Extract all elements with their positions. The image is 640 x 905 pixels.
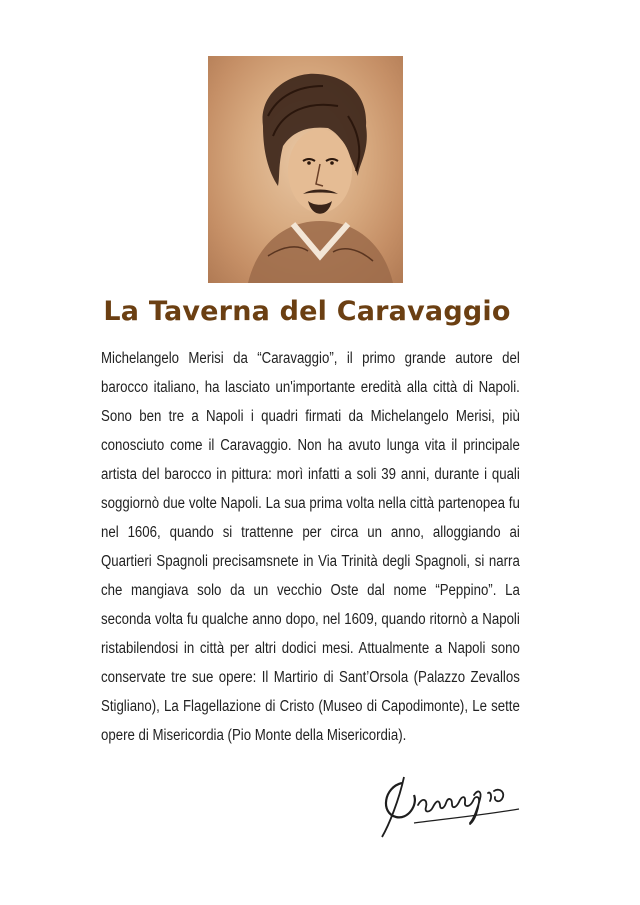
portrait-image — [208, 56, 403, 283]
page-title: La Taverna del Caravaggio — [103, 296, 511, 327]
signature-image — [374, 765, 524, 845]
body-paragraph: Michelangelo Merisi da “Caravaggio”, il primo grande autore del barocco italiano, ha lasciato un'importante eredità alla città di Napoli. Sono ben tre a Napoli i quadri firmati da Michelangelo Merisi, più conosciuto come il Caravaggio. Non ha avuto lunga vita il principale artista del barocco in pittura: morì infatti a soli 39 anni, durante i quali soggiornò due volte Napoli. La sua prima volta nella città partenopea fu nel 1606, quando si trattenne per circa un anno, alloggiando ai Quartieri Spagnoli precisamsnete in Via Trinità degli Spagnoli, si narra che mangiava solo da un vecchio Oste dal nome “Peppino”. La seconda volta fu qualche anno dopo, nel 1609, quando ritornò a Napoli ristabilendosi in città per altri dodici mesi. Attualmente a Napoli sono conservate tre sue opere: Il Martirio di Sant’Orsola (Palazzo Zevallos Stigliano), La Flagellazione di Cristo (Museo di Capodimonte), Le sette opere di Misericordia (Pio Monte della Misericordia). — [101, 350, 520, 744]
